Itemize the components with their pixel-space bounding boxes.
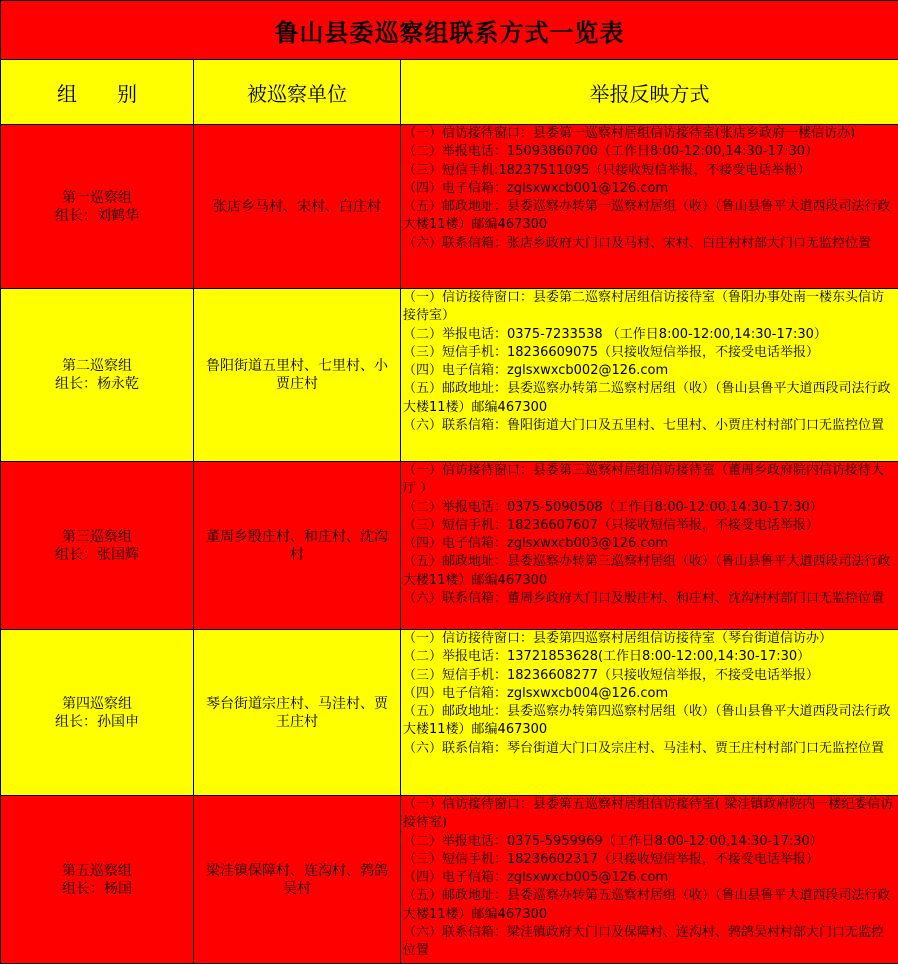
inspected-units: 张店乡马村、宋村、白庄村 <box>194 125 401 289</box>
title-row <box>1 1 898 60</box>
group-row-1 <box>1 125 898 289</box>
header-row <box>1 60 898 125</box>
group-name: 第一巡察组 <box>1 189 193 207</box>
inspected-units: 梁洼镇保障村、连沟村、鹁鸽吴村 <box>194 796 401 964</box>
contact-methods <box>401 630 898 796</box>
contact-sms: （三）短信手机：18236608277（只接收短信举报，不接受电话举报） <box>403 667 896 685</box>
contact-email: （四）电子信箱：zglsxwxcb003@126.com <box>403 535 896 553</box>
contact-mailbox: （六）联系信箱：琴台街道大门口及宗庄村、马洼村、贾王庄村村部门口无监控位置 <box>403 740 896 758</box>
contact-phone: （二）举报电话：0375-5090508（工作日8:00-12:00,14:30-17:30） <box>403 499 896 517</box>
contact-mailbox: （六）联系信箱：张店乡政府大门口及马村、宋村、白庄村村部大门口无监控位置 <box>403 235 896 253</box>
group-name: 第四巡察组 <box>1 695 193 713</box>
contact-sms: （三）短信手机：18236607607（只接收短信举报，不接受电话举报） <box>403 517 896 535</box>
contact-phone: （二）举报电话：13721853628(工作日8:00-12:00,14:30-17:30） <box>403 648 896 666</box>
group-cell <box>1 630 194 796</box>
contact-email: （四）电子信箱：zglsxwxcb005@126.com <box>403 869 896 887</box>
contact-window: （一）信访接待窗口：县委第二巡察村居组信访接待室（鲁阳办事处南一楼东头信访接待室） <box>403 289 896 326</box>
contact-mailbox: （六）联系信箱：鲁阳街道大门口及五里村、七里村、小贾庄村村部门口无监控位置 <box>403 417 896 435</box>
contact-email: （四）电子信箱：zglsxwxcb002@126.com <box>403 362 896 380</box>
group-name: 第二巡察组 <box>1 357 193 375</box>
group-leader: 组长：刘鹤华 <box>1 207 193 225</box>
contact-mailbox: （六）联系信箱：董周乡政府大门口及殷庄村、和庄村、沈沟村村部门口无监控位置 <box>403 590 896 608</box>
inspected-units: 鲁阳街道五里村、七里村、小贾庄村 <box>194 289 401 462</box>
group-leader: 组长：孙国申 <box>1 713 193 731</box>
group-leader: 组长：张国辉 <box>1 546 193 564</box>
contact-postal: （五）邮政地址：县委巡察办转第二巡察村居组（收）（鲁山县鲁平大道西段司法行政大楼11楼）邮编467300 <box>403 380 896 417</box>
contact-sms: （三）短信手机：18236602317（只接收短信举报，不接受电话举报） <box>403 851 896 869</box>
group-cell <box>1 462 194 630</box>
contact-window: （一）信访接待窗口：县委第四巡察村居组信访接待室（琴台街道信访办） <box>403 630 896 648</box>
contact-methods <box>401 289 898 462</box>
inspected-units: 董周乡殷庄村、和庄村、沈沟村 <box>194 462 401 630</box>
group-row-4 <box>1 630 898 796</box>
contact-methods <box>401 462 898 630</box>
contact-methods <box>401 125 898 289</box>
contact-phone: （二）举报电话：15093860700（工作日8:00-12:00,14:30-17:30） <box>403 143 896 161</box>
header-group: 组 别 <box>1 60 194 125</box>
contact-phone: （二）举报电话：0375-7233538 （工作日8:00-12:00,14:30-17:30） <box>403 326 896 344</box>
contact-postal: （五）邮政地址：县委巡察办转第一巡察村居组（收）（鲁山县鲁平大道西段司法行政大楼11楼）邮编467300 <box>403 198 896 235</box>
contact-postal: （五）邮政地址：县委巡察办转第五巡察村居组（收）（鲁山县鲁平大道西段司法行政大楼11楼）邮编467300 <box>403 887 896 924</box>
group-name: 第五巡察组 <box>1 862 193 880</box>
group-row-5 <box>1 796 898 964</box>
group-cell <box>1 125 194 289</box>
contact-methods <box>401 796 898 964</box>
contact-phone: （二）举报电话：0375-5959969（工作日8:00-12:00,14:30-17:30） <box>403 833 896 851</box>
group-leader: 组长：杨国 <box>1 880 193 898</box>
group-leader: 组长：杨永乾 <box>1 375 193 393</box>
group-row-3 <box>1 462 898 630</box>
group-cell <box>1 289 194 462</box>
contact-sms: （三）短信手机:18237511095（只接收短信举报，不接受电话举报） <box>403 162 896 180</box>
header-contact: 举报反映方式 <box>401 60 898 125</box>
contact-email: （四）电子信箱：zglsxwxcb001@126.com <box>403 180 896 198</box>
header-unit: 被巡察单位 <box>194 60 401 125</box>
table-title: 鲁山县委巡察组联系方式一览表 <box>1 1 898 60</box>
contact-sms: （三）短信手机：18236609075（只接收短信举报，不接受电话举报） <box>403 344 896 362</box>
inspected-units: 琴台街道宗庄村、马洼村、贾王庄村 <box>194 630 401 796</box>
group-cell <box>1 796 194 964</box>
contact-postal: （五）邮政地址：县委巡察办转第三巡察村居组（收）（鲁山县鲁平大道西段司法行政大楼11楼）邮编467300 <box>403 553 896 590</box>
group-row-2 <box>1 289 898 462</box>
contact-window: （一）信访接待窗口：县委第三巡察村居组信访接待室（董周乡政府院内信访接待大厅 ） <box>403 462 896 499</box>
contact-window: （一）信访接待窗口：县委第五巡察村居组信访接待室( 梁洼镇政府院内一楼纪委信访接待室) <box>403 796 896 833</box>
contact-postal: （五）邮政地址：县委巡察办转第四巡察村居组（收）（鲁山县鲁平大道西段司法行政大楼11楼）邮编467300 <box>403 703 896 740</box>
contact-email: （四）电子信箱：zglsxwxcb004@126.com <box>403 685 896 703</box>
contact-window: （一）信访接待窗口：县委第一巡察村居组信访接待室(张店乡政府一楼信访办) <box>403 125 896 143</box>
group-name: 第三巡察组 <box>1 528 193 546</box>
contact-mailbox: （六）联系信箱：梁洼镇政府大门口及保障村、连沟村、鹁鸽吴村村部大门口无监控位置 <box>403 924 896 961</box>
